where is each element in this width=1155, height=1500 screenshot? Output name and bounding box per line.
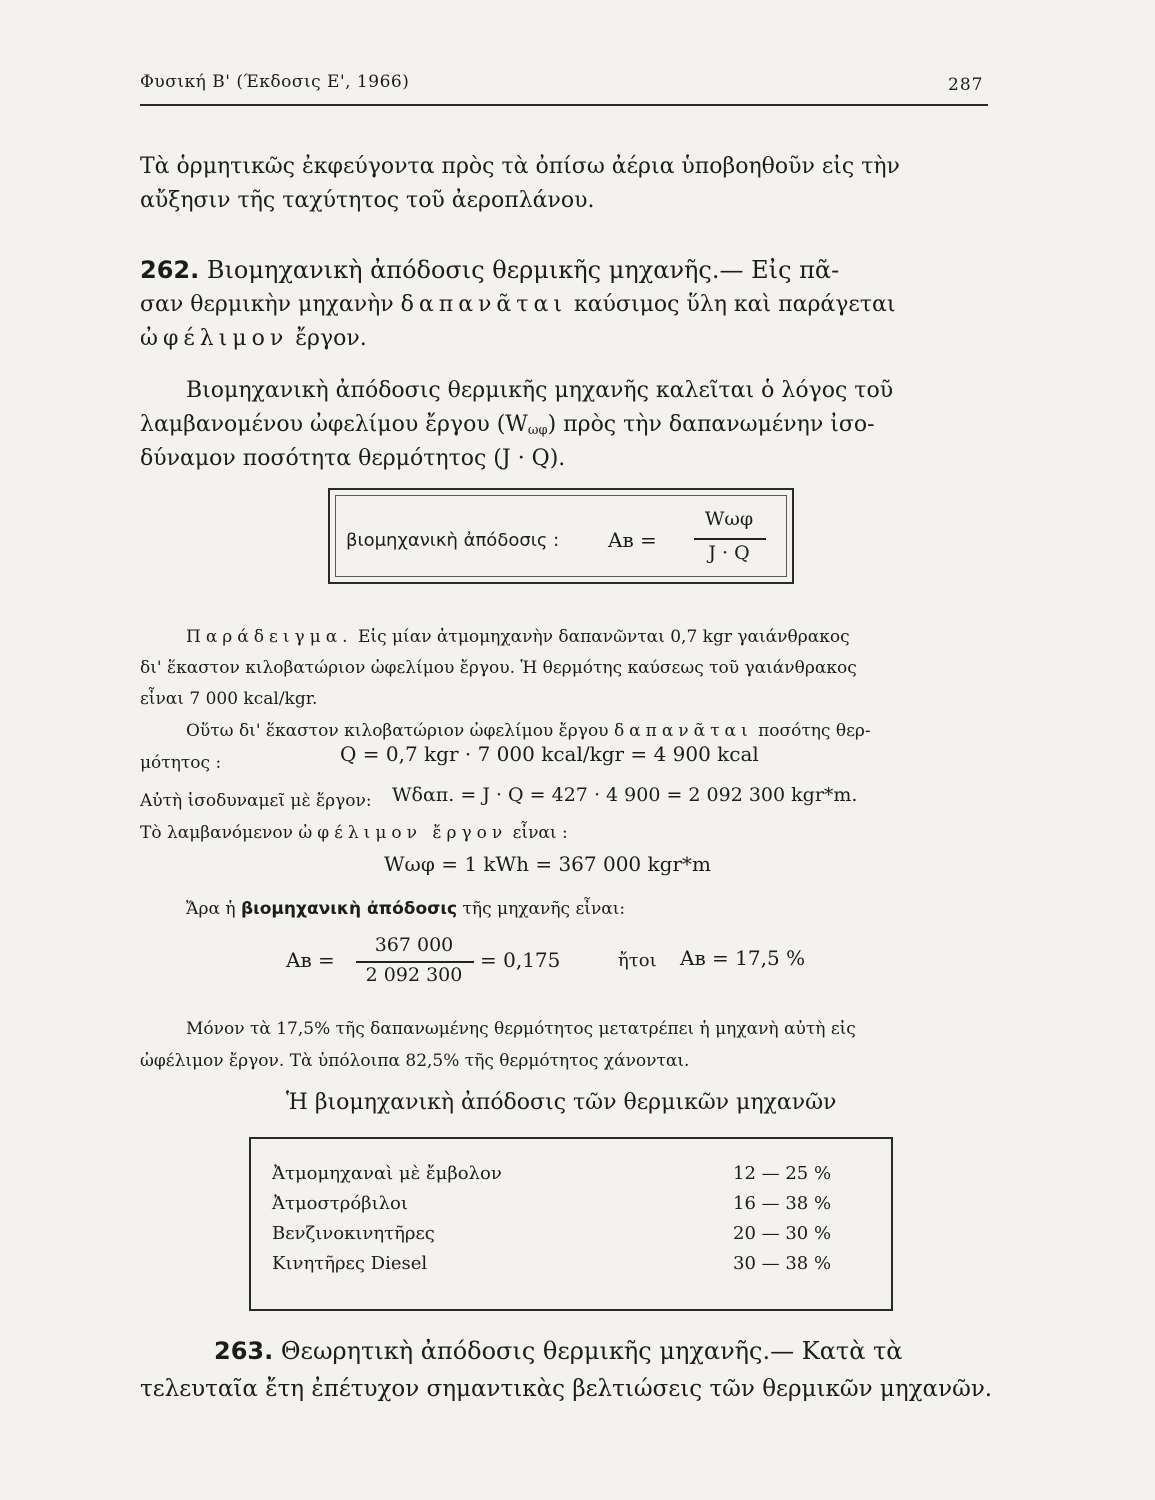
section-262-line-3	[140, 322, 367, 356]
work-equation: Wδαπ. = J · Q = 427 · 4 900 = 2 092 300 kgr*m.	[392, 784, 858, 806]
header-rule	[140, 104, 988, 106]
section-number: 263.	[214, 1337, 274, 1365]
section-title: Βιομηχανικὴ ἀπόδοσις θερμικῆς μηχανῆς.—	[206, 256, 744, 284]
conclusion-line-1: Μόνον τὰ 17,5% τῆς δαπανωμένης θερμότητος μετατρέπει ἡ μηχανὴ αὐτὴ εἰς	[186, 1019, 856, 1039]
subscript: ωφ	[527, 423, 548, 438]
formula-label: βιομηχανικὴ ἀπόδοσις :	[346, 530, 560, 551]
text-run: λαμβανομένου ὠφελίμου ἔργου (W	[140, 412, 528, 437]
spaced-word: ὠφέλιμον ἔργον	[298, 823, 508, 843]
bold-term: βιομηχανικὴ ἀπόδοσις	[240, 899, 458, 919]
section-text: Εἰς πᾶ-	[751, 256, 840, 284]
text-run: τῆς μηχανῆς εἶναι:	[462, 899, 626, 919]
running-header-title: Φυσική Β' (Έκδοσις Ε', 1966)	[140, 72, 410, 92]
spaced-word: δαπανᾶται	[613, 721, 753, 741]
formula-numerator: Wωφ	[704, 508, 754, 530]
formula-denominator: J · Q	[708, 542, 750, 564]
table-row-range: 16 — 38 %	[733, 1193, 832, 1214]
example-line-3: εἶναι 7 000 kcal/kgr.	[140, 689, 318, 709]
table-row-engine: Κινητῆρες Diesel	[272, 1253, 428, 1274]
section-263-heading	[214, 1334, 903, 1368]
text-run: καύσιμος ὕλη καὶ παράγεται	[573, 292, 896, 317]
calc-lhs: Aʙ =	[286, 948, 335, 972]
calc-final: Aʙ = 17,5 %	[680, 946, 806, 970]
useful-work-equation: Wωφ = 1 kWh = 367 000 kgr*m	[384, 852, 711, 876]
calc-word: ἤτοι	[618, 950, 657, 971]
text-run: ἔργον.	[295, 326, 367, 351]
example-line-7	[140, 818, 568, 849]
section-263-line-2: τελευταῖα ἔτη ἐπέτυχον σημαντικὰς βελτιώσεις τῶν θερμικῶν μηχανῶν.	[140, 1376, 993, 1402]
example-line-5-label: μότητος :	[140, 753, 222, 773]
table-row-engine: Ἀτμομηχαναὶ μὲ ἔμβολον	[272, 1163, 502, 1184]
example-word: Παράδειγμα.	[186, 627, 353, 647]
table-row-engine: Βενζινοκινητῆρες	[272, 1223, 435, 1244]
spaced-word: δαπανᾶται	[400, 292, 567, 317]
calc-result: = 0,175	[480, 948, 561, 972]
definition-line-3: δύναμον ποσότητα θερμότητος (J · Q).	[140, 446, 566, 471]
table-title: Ἡ βιομηχανικὴ ἀπόδοσις τῶν θερμικῶν μηχανῶν	[286, 1090, 837, 1115]
intro-line-2: αὔξησιν τῆς ταχύτητος τοῦ ἀεροπλάνου.	[140, 188, 595, 213]
page-number: 287	[948, 75, 984, 95]
calc-numerator: 367 000	[374, 934, 454, 956]
section-262-heading	[140, 253, 839, 287]
section-text: Κατὰ τὰ	[801, 1337, 903, 1365]
definition-line-1: Βιομηχανικὴ ἀπόδοσις θερμικῆς μηχανῆς καλεῖται ὁ λόγος τοῦ	[186, 378, 894, 403]
text-run: εἶναι :	[512, 823, 568, 843]
formula-lhs: Aʙ =	[608, 528, 657, 552]
section-number: 262.	[140, 256, 200, 284]
fraction-bar	[694, 538, 766, 540]
calc-fraction-bar	[356, 961, 474, 963]
text-run: σαν θερμικὴν μηχανὴν	[140, 292, 394, 317]
section-title: Θεωρητικὴ ἀπόδοσις θερμικῆς μηχανῆς.—	[280, 1337, 795, 1365]
example-line-1	[186, 622, 850, 653]
text-run: Τὸ λαμβανόμενον	[140, 823, 293, 843]
table-row-range: 20 — 30 %	[733, 1223, 832, 1244]
example-line-9	[186, 894, 625, 925]
text-run: Οὕτω δι' ἕκαστον κιλοβατώριον ὠφελίμου ἔργου	[186, 721, 609, 741]
calc-denominator: 2 092 300	[365, 964, 463, 986]
intro-line-1: Τὰ ὁρμητικῶς ἐκφεύγοντα πρὸς τὰ ὀπίσω ἀέρια ὑποβοηθοῦν εἰς τὴν	[140, 154, 900, 179]
table-row-range: 12 — 25 %	[733, 1163, 832, 1184]
heat-equation: Q = 0,7 kgr · 7 000 kcal/kgr = 4 900 kcal	[340, 742, 759, 766]
text-run: Εἰς μίαν ἀτμομηχανὴν δαπανῶνται 0,7 kgr γαιάνθρακος	[358, 627, 850, 647]
example-line-2: δι' ἕκαστον κιλοβατώριον ὠφελίμου ἔργου. Ἡ θερμότης καύσεως τοῦ γαιάνθρακος	[140, 658, 857, 678]
example-line-6-label: Αὐτὴ ἰσοδυναμεῖ μὲ ἔργον:	[140, 791, 372, 811]
conclusion-line-2: ὠφέλιμον ἔργον. Τὰ ὑπόλοιπα 82,5% τῆς θερμότητος χάνονται.	[140, 1051, 690, 1071]
text-run: ποσότης θερ-	[758, 721, 871, 741]
spaced-word: ὠφέλιμον	[140, 326, 289, 351]
table-row-range: 30 — 38 %	[733, 1253, 832, 1274]
efficiency-table	[249, 1137, 893, 1311]
text-run: Ἄρα ἡ	[186, 899, 236, 919]
section-262-line-2	[140, 288, 895, 322]
formula-box	[328, 488, 794, 584]
text-run: ) πρὸς τὴν δαπανωμένην ἰσο-	[547, 412, 875, 437]
table-row-engine: Ἀτμοστρόβιλοι	[272, 1193, 408, 1214]
